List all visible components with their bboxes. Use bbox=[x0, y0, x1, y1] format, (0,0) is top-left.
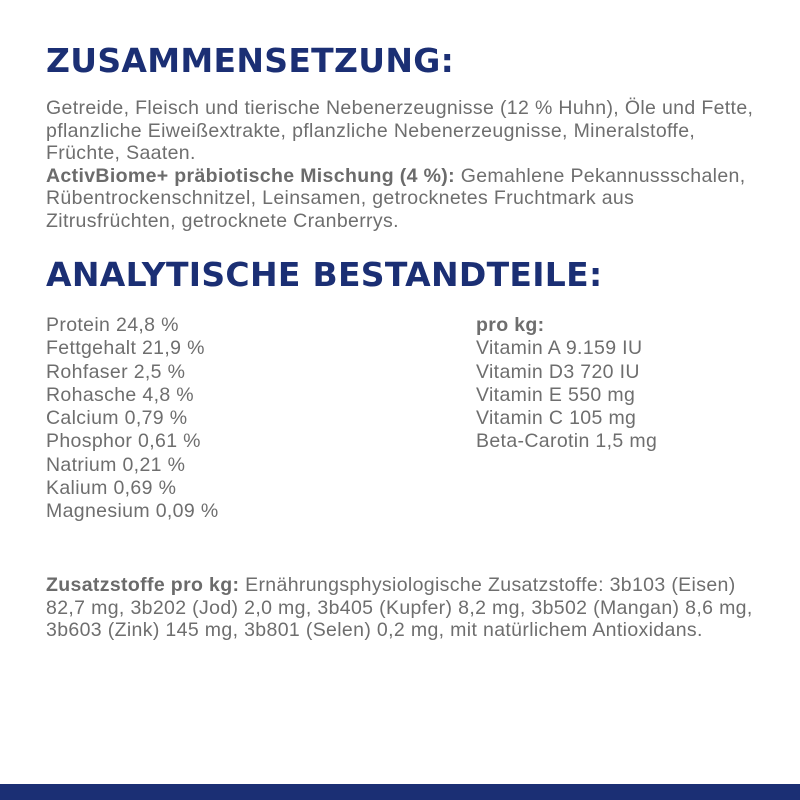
vitamin-item-a: Vitamin A 9.159 IU bbox=[476, 337, 643, 360]
analytic-item-sodium: Natrium 0,21 % bbox=[46, 453, 186, 476]
vitamin-item-beta-carotene: Beta-Carotin 1,5 mg bbox=[476, 430, 658, 453]
footer-bar bbox=[0, 784, 800, 800]
analytic-item-fat: Fettgehalt 21,9 % bbox=[46, 337, 205, 360]
vitamin-list bbox=[476, 314, 657, 454]
analytic-item-potassium: Kalium 0,69 % bbox=[46, 477, 177, 500]
analytic-item-protein: Protein 24,8 % bbox=[46, 314, 179, 336]
analytic-item-ash: Rohasche 4,8 % bbox=[46, 383, 194, 406]
prebiotic-label: ActivBiome+ präbiotische Mischung (4 %): bbox=[46, 164, 455, 187]
composition-text bbox=[46, 97, 766, 232]
additives-content: Ernährungsphysiologische Zusatzstoffe: 3b103 (Eisen) 82,7 mg, 3b202 (Jod) 2,0 mg, 3b405 (Kupfer) 8,2 mg, 3b502 (Mangan) 8,6 mg, 3b603 (Zink) 145 mg, 3b801 (Selen) 0,2 mg, mit natürlichem Antioxidans. bbox=[46, 574, 753, 641]
prebiotic-text: Gemahlene Pekannussschalen, Rübentrockenschnitzel, Leinsamen, getrocknetes Fruchtmark aus Zitrusfrüchten, getrocknete Cranberrys. bbox=[46, 164, 746, 232]
additives-text bbox=[46, 574, 766, 642]
analytic-list bbox=[46, 314, 219, 524]
analytic-heading: ANALYTISCHE BESTANDTEILE: bbox=[46, 255, 603, 294]
composition-heading: ZUSAMMENSETZUNG: bbox=[46, 41, 455, 80]
vitamin-item-c: Vitamin C 105 mg bbox=[476, 407, 637, 430]
vitamins-label: pro kg: bbox=[476, 314, 545, 336]
additives-label: Zusatzstoffe pro kg: bbox=[46, 574, 240, 596]
analytic-item-phosphorus: Phosphor 0,61 % bbox=[46, 430, 201, 453]
analytic-item-magnesium: Magnesium 0,09 % bbox=[46, 500, 219, 523]
vitamin-item-e: Vitamin E 550 mg bbox=[476, 383, 636, 406]
vitamin-item-d3: Vitamin D3 720 IU bbox=[476, 360, 640, 383]
analytic-item-fiber: Rohfaser 2,5 % bbox=[46, 360, 186, 383]
analytic-item-calcium: Calcium 0,79 % bbox=[46, 407, 188, 430]
composition-ingredients: Getreide, Fleisch und tierische Nebenerzeugnisse (12 % Huhn), Öle und Fette, pflanzliche Eiweißextrakte, pflanzliche Nebenerzeugnisse, Mineralstoffe, Früchte, Saaten. bbox=[46, 97, 754, 164]
